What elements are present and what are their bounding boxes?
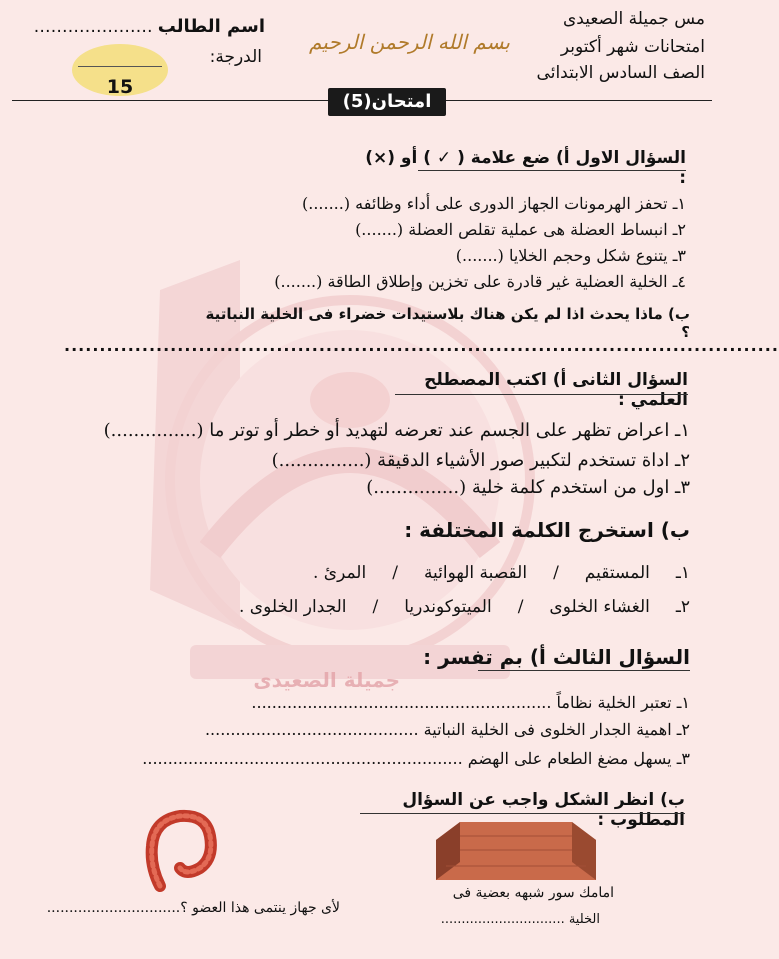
wall-caption-1: امامك سور شبهه بعضية فى	[452, 885, 614, 901]
q3-item-3: ٣ـ يسهل مضغ الطعام على الهضم ...............................................................	[142, 749, 690, 768]
q1-title: السؤال الاول أ) ضع علامة ( ✓ ) أو (×) :	[365, 148, 686, 188]
organ-question: لأى جهاز ينتمى هذا العضو ؟..............................	[46, 900, 340, 916]
q3-title-underline	[478, 670, 690, 671]
odd-row-1-sep-1: /	[553, 563, 559, 583]
score-label: الدرجة:	[209, 47, 262, 67]
odd-row-1-sep-2: /	[392, 563, 398, 583]
q1-title-underline	[418, 170, 686, 171]
odd-row-2-word-2: الميتوكوندريا	[404, 597, 492, 617]
q2-title: السؤال الثانى أ) اكتب المصطلح العلمي :	[424, 370, 688, 410]
odd-row-2-num: ٢ـ	[675, 597, 690, 617]
q3-item-1: ١ـ تعتبر الخلية نظاماً ...........................................................	[251, 693, 690, 712]
odd-row-1-word-2: القصبة الهوائية	[423, 563, 528, 583]
odd-row-2	[190, 597, 690, 617]
q2-item-1: ١ـ اعراض تظهر على الجسم عند تعرضه لتهديد أو خطر أو توتر ما (...............)	[103, 420, 690, 441]
odd-row-1-word-3: المرئ .	[312, 563, 367, 583]
brick-wall-figure	[436, 822, 596, 882]
q3-title: السؤال الثالث أ) بم تفسر :	[423, 645, 690, 669]
odd-row-2-word-3: الجدار الخلوى .	[238, 597, 347, 617]
exams-title: امتحانات شهر أكتوبر	[560, 37, 705, 57]
odd-row-1-word-1: المستقيم	[584, 563, 650, 583]
score-divider	[78, 66, 162, 67]
q2-item-3: ٣ـ اول من استخدم كلمة خلية (...............)	[366, 477, 690, 498]
student-name-field[interactable]: …………………	[33, 17, 153, 37]
q1-b-question: ب) ماذا يحدث اذا لم يكن هناك بلاستيدات خضراء فى الخلية النباتية ؟	[205, 305, 690, 341]
q3-b-underline	[360, 813, 685, 814]
large-intestine-figure	[140, 806, 220, 892]
wall-caption-2: الخلية ..............................	[440, 912, 600, 927]
score-value: 15	[106, 76, 134, 98]
q2-item-2: ٢ـ اداة تستخدم لتكبير صور الأشياء الدقيقة (...............)	[271, 450, 690, 471]
q2-title-underline	[395, 394, 688, 395]
odd-row-1-num: ١ـ	[675, 563, 690, 583]
q1-item-1: ١ـ تحفز الهرمونات الجهاز الدورى على أداء وظائفه (.......)	[301, 194, 686, 213]
teacher-name: مس جميلة الصعيدى	[562, 9, 705, 29]
basmala: بسم الله الرحمن الرحيم	[308, 30, 510, 54]
odd-row-2-word-1: الغشاء الخلوى	[549, 597, 650, 617]
q1-item-3: ٣ـ يتنوع شكل وحجم الخلايا (.......)	[455, 246, 686, 265]
student-name-label: اسم الطالب	[157, 16, 265, 37]
grade-label: الصف السادس الابتدائى	[536, 63, 705, 83]
q1-item-4: ٤ـ الخلية العضلية غير قادرة على تخزين وإطلاق الطاقة (.......)	[274, 272, 686, 291]
odd-row-2-sep-2: /	[372, 597, 379, 617]
exam-badge: امتحان(5)	[328, 88, 446, 116]
watermark-text: جميلة الصعيدى	[253, 668, 400, 692]
odd-row-1	[190, 563, 690, 583]
q1-item-2: ٢ـ انبساط العضلة هى عملية تقلص العضلة (.......)	[355, 220, 686, 239]
q2-b-title: ب) استخرج الكلمة المختلفة :	[404, 518, 690, 542]
odd-row-2-sep-1: /	[517, 597, 524, 617]
q3-b-title: ب) انظر الشكل واجب عن السؤال المطلوب :	[402, 790, 685, 830]
q3-item-2: ٢ـ اهمية الجدار الخلوى فى الخلية النباتية ..........................................	[204, 720, 690, 739]
q1-answer-dots[interactable]: .....................................................................................................	[64, 336, 779, 355]
